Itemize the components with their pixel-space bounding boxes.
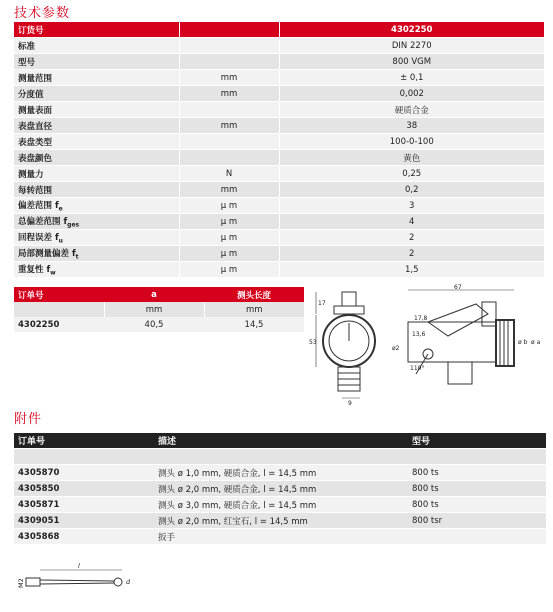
spec-label <box>14 214 179 230</box>
spec-value: 0,002 <box>279 86 544 102</box>
order-header-2: 测头长度 <box>236 290 271 301</box>
spec-unit <box>179 134 279 150</box>
spec-unit <box>179 102 279 118</box>
probe-ball <box>114 578 122 586</box>
probe-label-1: l <box>78 562 80 570</box>
spec-label-subscript: w <box>50 269 56 277</box>
order-unit-row <box>14 302 304 317</box>
order-cell-0: 4302250 <box>14 317 104 332</box>
accessory-row <box>14 513 546 529</box>
spec-label-text: 局部测量偏差 f <box>18 248 76 259</box>
spec-row <box>14 102 544 118</box>
spec-value: 2 <box>279 230 544 246</box>
accessories-header-row <box>14 433 546 449</box>
order-table <box>14 287 304 332</box>
spec-label-text: 分度值 <box>18 89 44 100</box>
spec-label <box>14 70 179 86</box>
spec-row <box>14 54 544 70</box>
spec-unit: mm <box>179 86 279 102</box>
spec-label-subscript: ges <box>67 221 80 229</box>
spec-label-text: 型号 <box>18 57 36 68</box>
spec-row <box>14 246 544 262</box>
side-arm <box>428 304 488 336</box>
spec-row <box>14 150 544 166</box>
spec-unit: mm <box>179 182 279 198</box>
spec-header-row <box>14 22 544 38</box>
spec-value: 4 <box>279 214 544 230</box>
spec-unit: N <box>179 166 279 182</box>
spec-label-text: 偏差范围 f <box>18 200 59 211</box>
spec-value: 0,2 <box>279 182 544 198</box>
spec-header-label: 订货号 <box>14 22 179 38</box>
front-dim-1: 53 <box>309 339 317 346</box>
spec-label-text: 表盘直径 <box>18 121 53 132</box>
spec-unit: μ m <box>179 198 279 214</box>
spec-label <box>14 262 179 278</box>
probe-thread <box>26 578 40 586</box>
spec-value: 100-0-100 <box>279 134 544 150</box>
spec-label-text: 重复性 f <box>18 264 51 275</box>
accessory-row <box>14 465 546 481</box>
order-header-row <box>14 287 304 302</box>
accessory-model <box>408 529 546 545</box>
spec-unit: mm <box>179 70 279 86</box>
spec-row <box>14 198 544 214</box>
side-view-drawing <box>388 284 548 404</box>
spec-value: 黄色 <box>279 150 544 166</box>
accessory-description: 测头 ø 3,0 mm, 硬质合金, l = 14,5 mm <box>154 497 408 513</box>
spec-row <box>14 38 544 54</box>
spec-row <box>14 166 544 182</box>
accessory-order-no: 4309051 <box>14 513 154 529</box>
accessory-row <box>14 497 546 513</box>
spec-row <box>14 134 544 150</box>
accessory-description: 扳手 <box>154 529 408 545</box>
side-dim-2: 13,6 <box>412 331 426 338</box>
spec-label <box>14 182 179 198</box>
spec-label-text: 表盘类型 <box>18 137 53 148</box>
accessories-header-1: 描述 <box>154 433 408 449</box>
spec-row <box>14 70 544 86</box>
spec-value: DIN 2270 <box>279 38 544 54</box>
spec-value: 800 VGM <box>279 54 544 70</box>
order-cell-2: 14,5 <box>204 317 304 332</box>
spec-unit <box>179 54 279 70</box>
spec-unit: μ m <box>179 262 279 278</box>
spec-unit: mm <box>179 118 279 134</box>
order-unit-1: mm <box>104 302 204 317</box>
side-dim-4: ø b <box>518 339 528 346</box>
spec-label-text: 回程误差 f <box>18 232 59 243</box>
front-collar <box>334 306 364 314</box>
side-dial <box>496 320 514 366</box>
accessory-model: 800 ts <box>408 481 546 497</box>
spec-value: 2 <box>279 246 544 262</box>
front-stem <box>342 292 356 306</box>
spec-unit: μ m <box>179 246 279 262</box>
spec-value: 1,5 <box>279 262 544 278</box>
side-dim-5: ø a <box>531 339 541 346</box>
spec-table <box>14 22 544 278</box>
spec-row <box>14 182 544 198</box>
accessories-table <box>14 433 546 545</box>
accessory-description: 测头 ø 1,0 mm, 硬质合金, l = 14,5 mm <box>154 465 408 481</box>
spec-label <box>14 150 179 166</box>
side-dim-6: 110° <box>410 365 425 372</box>
side-dim-0: 67 <box>454 284 462 291</box>
spec-row <box>14 214 544 230</box>
spec-label-subscript: e <box>58 205 63 213</box>
spec-label-text: 测量表面 <box>18 105 53 116</box>
side-dim-1: 17,8 <box>414 315 428 322</box>
spec-label <box>14 118 179 134</box>
side-body <box>408 322 496 362</box>
spec-label-text: 标准 <box>18 41 36 52</box>
spec-header-unit <box>179 22 279 38</box>
accessory-order-no: 4305850 <box>14 481 154 497</box>
accessories-title: 附件 <box>14 412 43 427</box>
spec-label <box>14 102 179 118</box>
accessory-model: 800 ts <box>408 497 546 513</box>
spec-unit: μ m <box>179 230 279 246</box>
spec-row <box>14 262 544 278</box>
spec-value: 硬质合金 <box>279 102 544 118</box>
spec-label-subscript: u <box>58 237 63 245</box>
side-dim-3: ø2 <box>392 345 400 352</box>
spec-label <box>14 166 179 182</box>
order-header-0: 订单号 <box>18 290 44 301</box>
order-unit-0 <box>14 302 104 317</box>
spec-label-text: 总偏差范围 f <box>18 216 68 227</box>
front-view-drawing <box>308 288 388 408</box>
side-probe-holder <box>448 362 472 384</box>
spec-unit: μ m <box>179 214 279 230</box>
spec-row <box>14 118 544 134</box>
spec-row <box>14 86 544 102</box>
probe-drawing <box>14 560 144 605</box>
spec-value: ± 0,1 <box>279 70 544 86</box>
spec-label <box>14 86 179 102</box>
spec-row <box>14 230 544 246</box>
spec-label <box>14 54 179 70</box>
front-dim-2: 9 <box>348 400 352 407</box>
accessories-header-2: 型号 <box>408 433 546 449</box>
spec-label-text: 表盘颜色 <box>18 153 53 164</box>
accessory-order-no: 4305871 <box>14 497 154 513</box>
spec-unit <box>179 150 279 166</box>
accessory-description: 测头 ø 2,0 mm, 硬质合金, l = 14,5 mm <box>154 481 408 497</box>
spec-header-value: 4302250 <box>279 22 544 38</box>
accessory-row <box>14 481 546 497</box>
order-header-1: a <box>151 289 157 300</box>
spec-value: 38 <box>279 118 544 134</box>
spec-label-subscript: t <box>75 253 79 261</box>
spec-value: 0,25 <box>279 166 544 182</box>
accessories-spacer-row <box>14 449 546 465</box>
probe-label-0: M2 <box>17 578 25 588</box>
accessory-order-no: 4305868 <box>14 529 154 545</box>
order-unit-2: mm <box>204 302 304 317</box>
order-row <box>14 317 304 332</box>
accessories-header-0: 订单号 <box>14 433 154 449</box>
accessory-model: 800 ts <box>408 465 546 481</box>
spec-value: 3 <box>279 198 544 214</box>
spec-title: 技术参数 <box>14 6 71 21</box>
accessory-model: 800 tsr <box>408 513 546 529</box>
spec-unit <box>179 38 279 54</box>
spec-label-text: 测量范围 <box>18 73 53 84</box>
accessory-description: 测头 ø 2,0 mm, 红宝石, l = 14,5 mm <box>154 513 408 529</box>
spec-label <box>14 198 179 214</box>
spec-label-text: 每转范围 <box>18 185 53 196</box>
order-cell-1: 40,5 <box>104 317 204 332</box>
spec-label <box>14 134 179 150</box>
spec-label <box>14 246 179 262</box>
accessory-order-no: 4305870 <box>14 465 154 481</box>
spec-label-text: 测量力 <box>18 169 44 180</box>
spec-label <box>14 230 179 246</box>
spec-label <box>14 38 179 54</box>
front-dim-0: 17 <box>318 300 326 307</box>
probe-label-2: d <box>126 578 131 586</box>
accessory-row <box>14 529 546 545</box>
